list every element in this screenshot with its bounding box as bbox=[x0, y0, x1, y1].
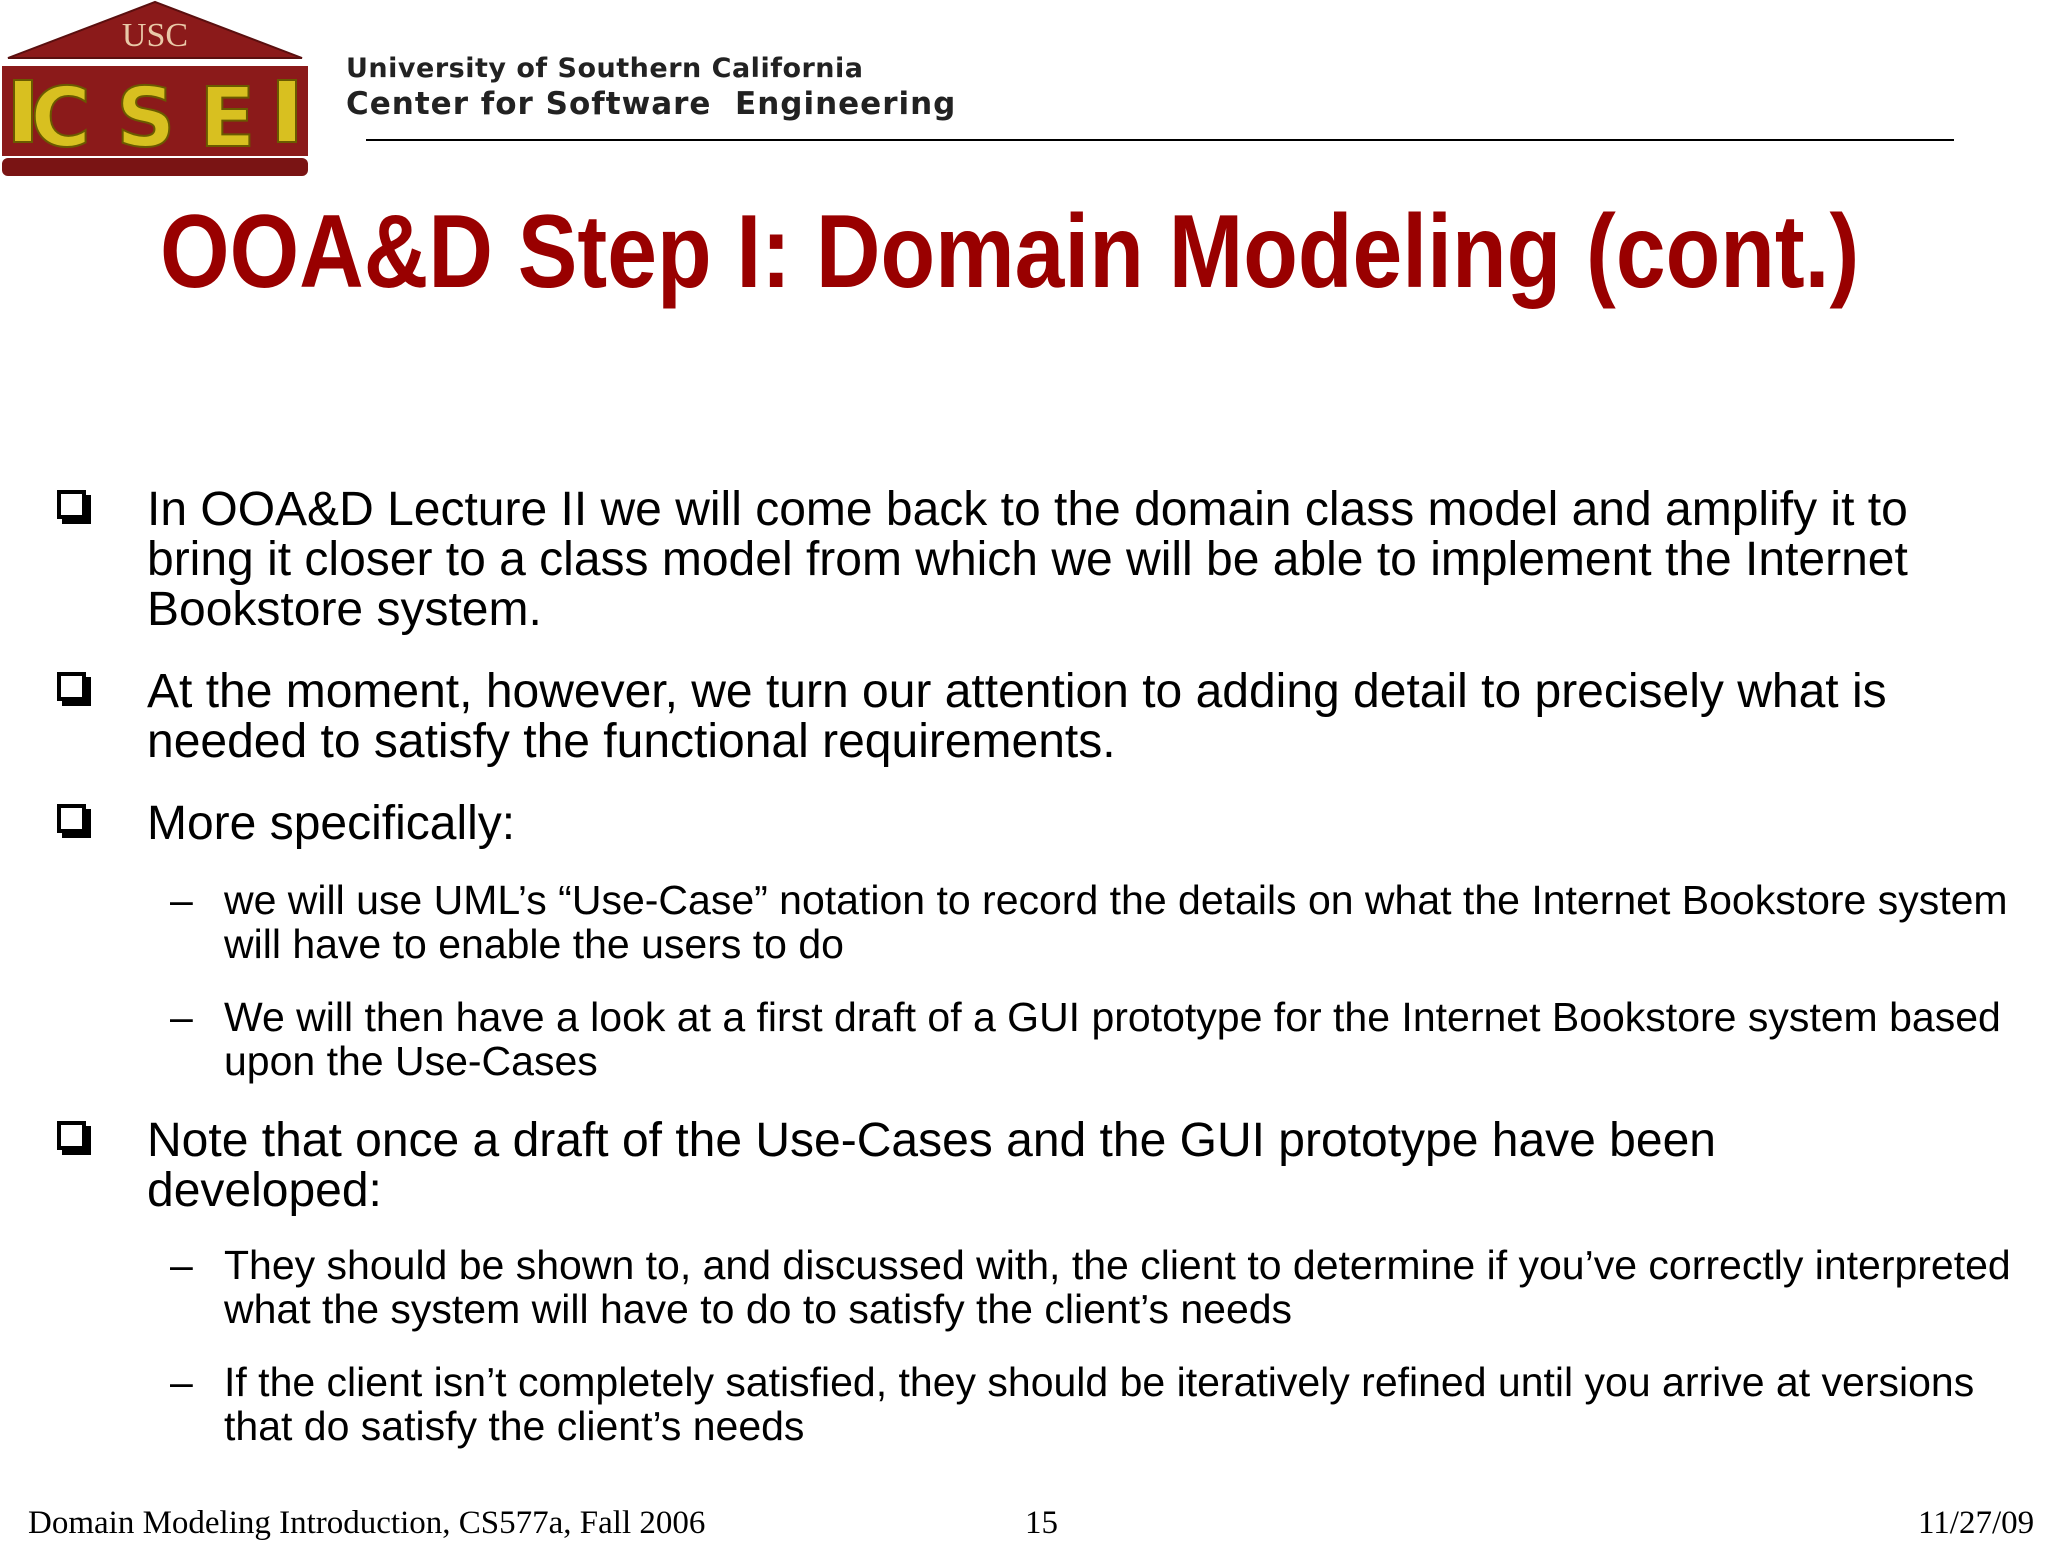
slide-title: OOA&D Step I: Domain Modeling (cont.) bbox=[160, 194, 1860, 310]
sub-bullet-4-1: They should be shown to, and discussed with, the client to determine if you’ve correctly interpreted what the system will have to do to satisfy the client’s needs bbox=[224, 1242, 2011, 1332]
bullet-4: Note that once a draft of the Use-Cases and the GUI prototype have been developed: bbox=[147, 1114, 1716, 1217]
institution-line-1: University of Southern California bbox=[346, 53, 864, 84]
footer-date: 11/27/09 bbox=[1918, 1505, 2035, 1541]
checkbox-bullet-icon bbox=[57, 1121, 86, 1150]
checkbox-bullet-icon bbox=[57, 672, 86, 701]
logo-cse-letters: CSE bbox=[30, 71, 280, 166]
bullet-3: More specifically: bbox=[147, 797, 516, 850]
footer-page-number: 15 bbox=[1025, 1505, 1058, 1541]
bullet-1: In OOA&D Lecture II we will come back to the domain class model and amplify it to bring it closer to a class model from which we will be able to implement the Internet Bookstore system. bbox=[147, 483, 1908, 636]
institution-line-2: Center for Software Engineering bbox=[346, 86, 957, 122]
dash-bullet-icon: – bbox=[170, 1242, 193, 1288]
dash-bullet-icon: – bbox=[170, 877, 193, 923]
usc-cse-logo bbox=[0, 0, 310, 182]
sub-bullet-3-1: we will use UML’s “Use-Case” notation to record the details on what the Internet Bookstore system will have to enable the users to do bbox=[224, 877, 2008, 967]
bullet-2: At the moment, however, we turn our attention to adding detail to precisely what is needed to satisfy the functional requirements. bbox=[147, 665, 1887, 768]
institution-name bbox=[346, 52, 956, 122]
sub-bullet-4-2: If the client isn’t completely satisfied, they should be iteratively refined until you arrive at versions that do satisfy the client’s needs bbox=[224, 1359, 1975, 1449]
dash-bullet-icon: – bbox=[170, 994, 193, 1040]
checkbox-bullet-icon bbox=[57, 804, 86, 833]
checkbox-bullet-icon bbox=[57, 490, 86, 519]
footer-course: Domain Modeling Introduction, CS577a, Fall 2006 bbox=[28, 1505, 706, 1541]
sub-bullet-3-2: We will then have a look at a first draft of a GUI prototype for the Internet Bookstore system based upon the Use-Cases bbox=[224, 994, 2001, 1084]
dash-bullet-icon: – bbox=[170, 1359, 193, 1405]
header-rule bbox=[366, 139, 1954, 141]
logo-usc-text: USC bbox=[121, 17, 189, 54]
